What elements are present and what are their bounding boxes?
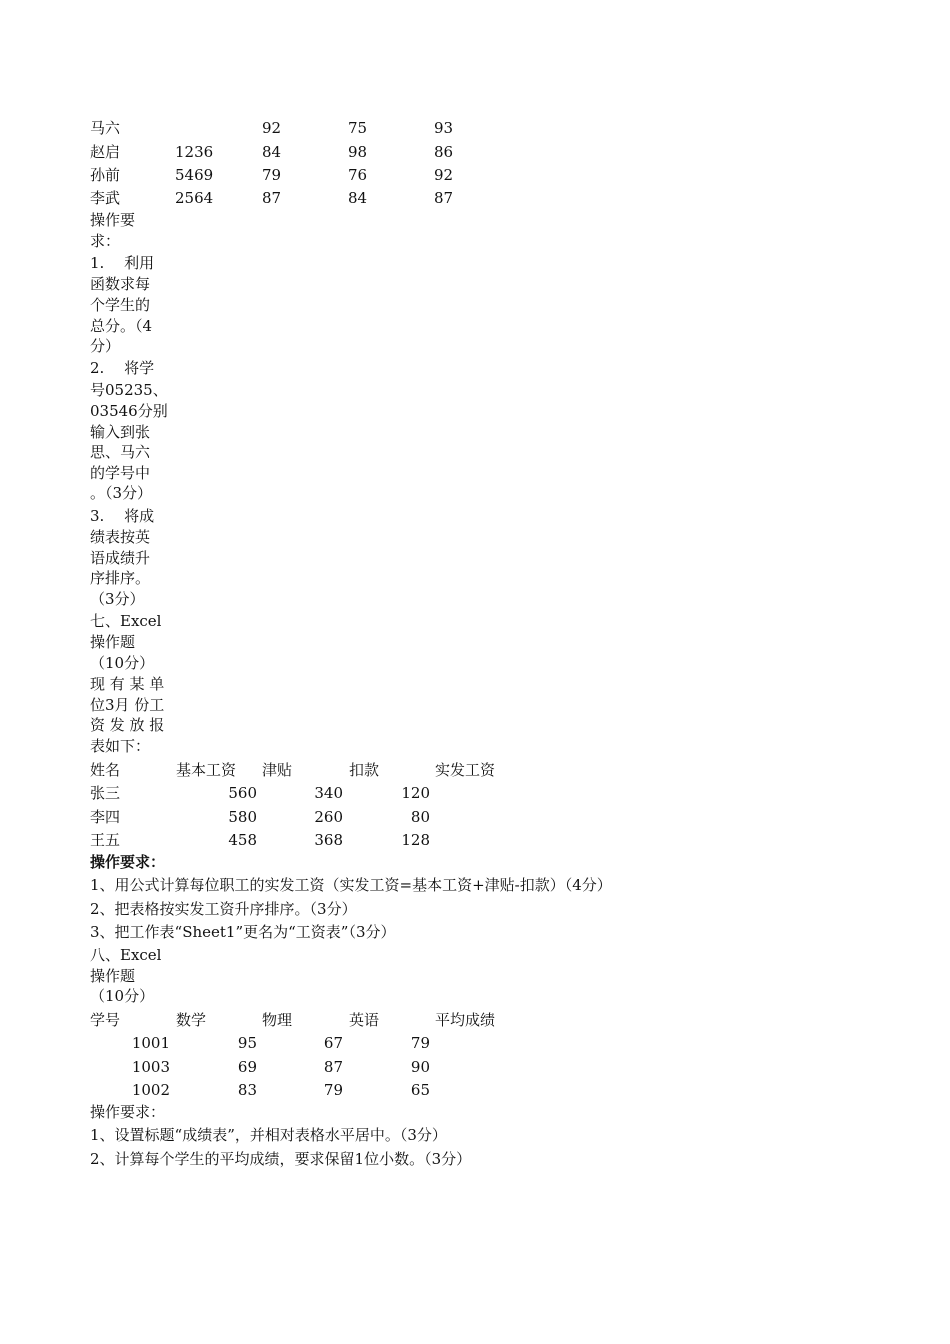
section-heading: （10分） (90, 654, 155, 672)
employee-name: 王五 (90, 831, 121, 849)
column-header: 物理 (262, 1011, 293, 1029)
score-3: 92 (434, 166, 454, 184)
section-heading: 八、Excel (90, 946, 162, 964)
student-name: 马六 (90, 119, 121, 137)
column-header: 学号 (90, 1011, 121, 1029)
section-heading: 七、Excel (90, 612, 162, 630)
math-score: 69 (237, 1058, 257, 1076)
score-3: 86 (434, 143, 454, 161)
score-1: 92 (262, 119, 282, 137)
requirement-item: 2、把表格按实发工资升序排序。（3分） (90, 900, 357, 918)
deduction: 80 (410, 808, 430, 826)
requirement-item: 2、计算每个学生的平均成绩，要求保留1位小数。（3分） (90, 1150, 472, 1168)
text-line: 语成绩升 (90, 549, 151, 567)
column-header: 平均成绩 (435, 1011, 496, 1029)
section-heading: 操作题 (90, 633, 136, 651)
column-header: 数学 (176, 1011, 207, 1029)
text-line: 的学号中 (90, 464, 151, 482)
english-score: 90 (410, 1058, 430, 1076)
math-score: 83 (237, 1081, 257, 1099)
table-header-row (0, 1009, 950, 1031)
requirement-item: 1、用公式计算每位职工的实发工资（实发工资=基本工资+津贴-扣款）（4分） (90, 876, 612, 894)
section-heading: 操作题 (90, 967, 136, 985)
base-salary: 560 (228, 784, 257, 802)
base-salary: 580 (228, 808, 257, 826)
text-line: 号05235、 (90, 381, 168, 399)
physics-score: 87 (323, 1058, 343, 1076)
allowance: 368 (314, 831, 343, 849)
score-1: 84 (262, 143, 282, 161)
score-3: 93 (434, 119, 454, 137)
physics-score: 67 (323, 1034, 343, 1052)
text-line: 求： (90, 232, 121, 250)
text-line: 位3月 份工 (90, 696, 165, 714)
score-2: 84 (348, 189, 368, 207)
text-line: 。（3分） (90, 484, 153, 502)
student-id: 2564 (175, 189, 214, 207)
table-row (0, 782, 950, 804)
table-row (0, 1056, 950, 1078)
score-2: 98 (348, 143, 368, 161)
score-2: 76 (348, 166, 368, 184)
text-line: 输入到张 (90, 423, 151, 441)
column-header: 津贴 (262, 761, 293, 779)
student-id: 1236 (175, 143, 214, 161)
base-salary: 458 (228, 831, 257, 849)
table-row (0, 187, 950, 209)
table-row (0, 1079, 950, 1101)
requirement-item: 3、把工作表“Sheet1”更名为“工资表”（3分） (90, 923, 396, 941)
text-line: 1. 利用 (90, 254, 155, 272)
text-line: 03546分别 (90, 402, 168, 420)
student-id: 1003 (131, 1058, 170, 1076)
text-line: 操作要 (90, 211, 136, 229)
column-header: 姓名 (90, 761, 121, 779)
score-3: 87 (434, 189, 454, 207)
student-id: 1002 (131, 1081, 170, 1099)
table-row (0, 141, 950, 163)
text-line: 个学生的 (90, 296, 151, 314)
allowance: 260 (314, 808, 343, 826)
student-name: 李武 (90, 189, 121, 207)
score-1: 79 (262, 166, 282, 184)
text-line: 函数求每 (90, 275, 151, 293)
text-line: 表如下： (90, 737, 151, 755)
allowance: 340 (314, 784, 343, 802)
table-header-row (0, 759, 950, 781)
column-header: 基本工资 (176, 761, 237, 779)
table-row (0, 1032, 950, 1054)
requirements-title: 操作要求： (90, 1103, 166, 1121)
table-row (0, 117, 950, 139)
english-score: 65 (410, 1081, 430, 1099)
employee-name: 张三 (90, 784, 121, 802)
column-header: 实发工资 (435, 761, 496, 779)
text-line: 思、马六 (90, 443, 151, 461)
physics-score: 79 (323, 1081, 343, 1099)
math-score: 95 (237, 1034, 257, 1052)
text-line: 分） (90, 337, 121, 355)
student-id: 1001 (131, 1034, 170, 1052)
text-line: 序排序。 (90, 569, 151, 587)
text-line: （3分） (90, 590, 145, 608)
text-line: 2. 将学 (90, 359, 155, 377)
student-name: 赵启 (90, 143, 121, 161)
requirement-item: 1、设置标题“成绩表”，并相对表格水平居中。（3分） (90, 1126, 447, 1144)
student-name: 孙前 (90, 166, 121, 184)
employee-name: 李四 (90, 808, 121, 826)
deduction: 120 (401, 784, 430, 802)
text-line: 资 发 放 报 (90, 716, 165, 734)
deduction: 128 (401, 831, 430, 849)
table-row (0, 829, 950, 851)
column-header: 英语 (349, 1011, 380, 1029)
english-score: 79 (410, 1034, 430, 1052)
text-line: 绩表按英 (90, 528, 151, 546)
requirements-title: 操作要求： (90, 853, 166, 871)
score-1: 87 (262, 189, 282, 207)
column-header: 扣款 (349, 761, 380, 779)
score-2: 75 (348, 119, 368, 137)
table-row (0, 164, 950, 186)
table-row (0, 806, 950, 828)
text-line: 总分。（4 (90, 317, 153, 335)
student-id: 5469 (175, 166, 214, 184)
section-heading: （10分） (90, 987, 155, 1005)
text-line: 现 有 某 单 (90, 675, 165, 693)
text-line: 3. 将成 (90, 507, 155, 525)
